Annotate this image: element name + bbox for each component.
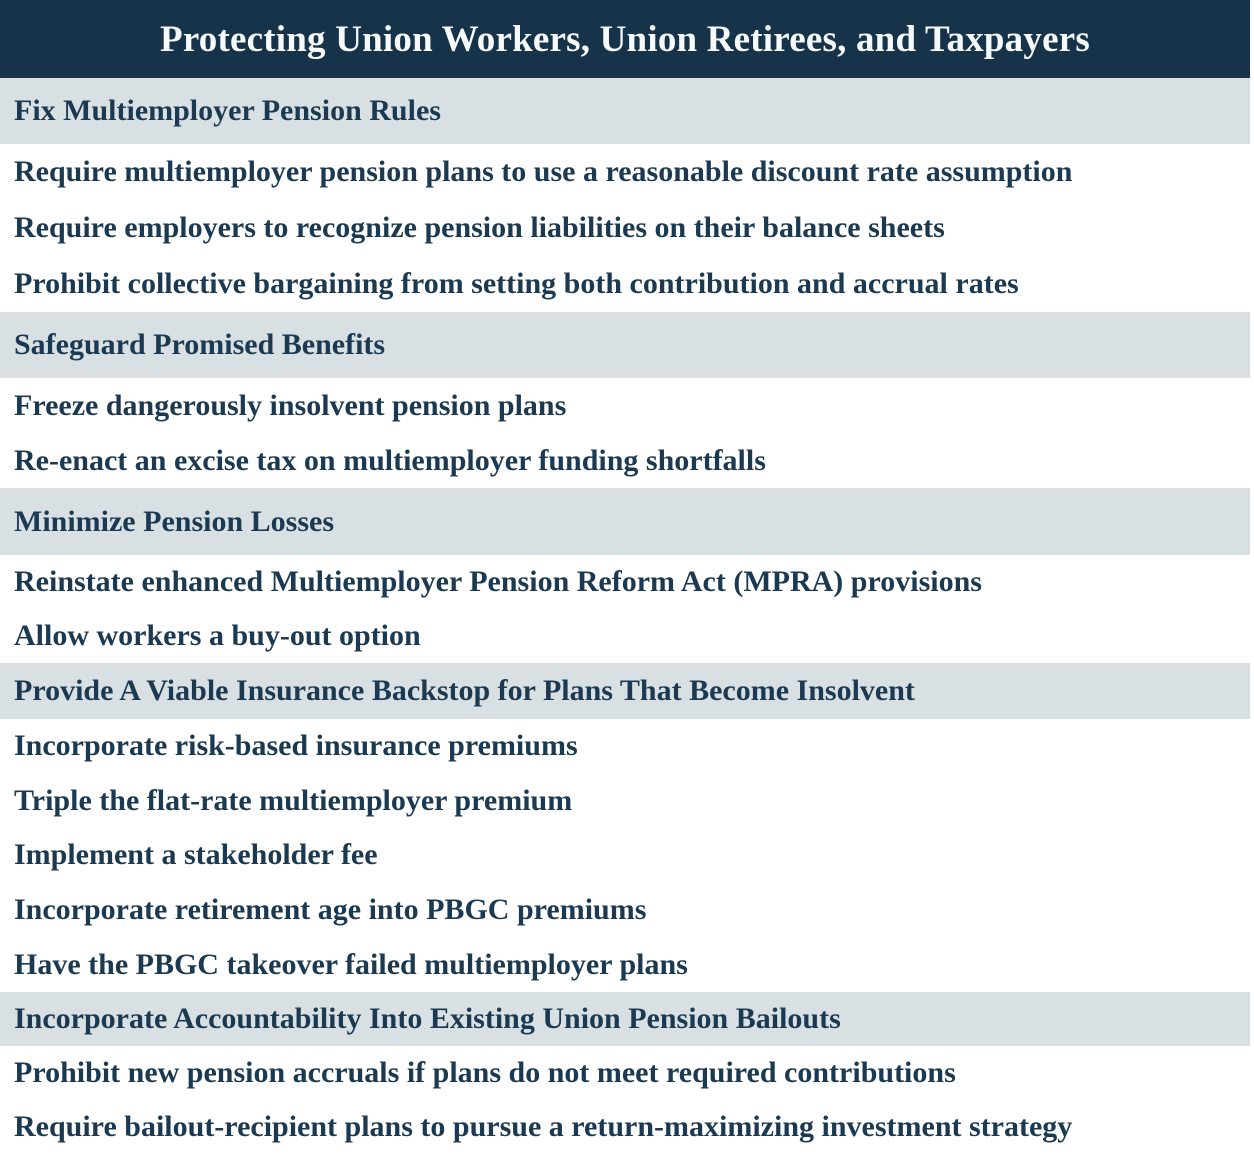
policy-item: Prohibit new pension accruals if plans do not meet required contributions <box>0 1046 1250 1100</box>
policy-item: Incorporate risk-based insurance premiums <box>0 719 1250 774</box>
policy-item: Require bailout-recipient plans to pursue a return-maximizing investment strategy <box>0 1100 1250 1154</box>
policy-item: Require multiemployer pension plans to use a reasonable discount rate assumption <box>0 144 1250 200</box>
policy-item: Incorporate retirement age into PBGC premiums <box>0 883 1250 938</box>
section-heading-safeguard-promised-benefits: Safeguard Promised Benefits <box>0 312 1250 378</box>
section-heading-minimize-pension-losses: Minimize Pension Losses <box>0 488 1250 555</box>
policy-item: Require employers to recognize pension liabilities on their balance sheets <box>0 200 1250 256</box>
section-heading-accountability-union-pension-bailouts: Incorporate Accountability Into Existing Union Pension Bailouts <box>0 992 1250 1046</box>
section-heading-viable-insurance-backstop: Provide A Viable Insurance Backstop for Plans That Become Insolvent <box>0 663 1250 719</box>
policy-item: Have the PBGC takeover failed multiemployer plans <box>0 937 1250 992</box>
policy-item: Triple the flat-rate multiemployer premium <box>0 774 1250 829</box>
policy-item: Reinstate enhanced Multiemployer Pension Reform Act (MPRA) provisions <box>0 555 1250 609</box>
table-title-bar <box>0 0 1250 78</box>
policy-item: Re-enact an excise tax on multiemployer funding shortfalls <box>0 433 1250 488</box>
policy-item: Implement a stakeholder fee <box>0 828 1250 883</box>
policy-item: Prohibit collective bargaining from setting both contribution and accrual rates <box>0 256 1250 312</box>
policy-item: Allow workers a buy-out option <box>0 609 1250 663</box>
table-title: Protecting Union Workers, Union Retirees, and Taxpayers <box>160 18 1090 60</box>
section-heading-fix-multiemployer-pension-rules: Fix Multiemployer Pension Rules <box>0 78 1250 144</box>
policy-item: Freeze dangerously insolvent pension plans <box>0 378 1250 433</box>
